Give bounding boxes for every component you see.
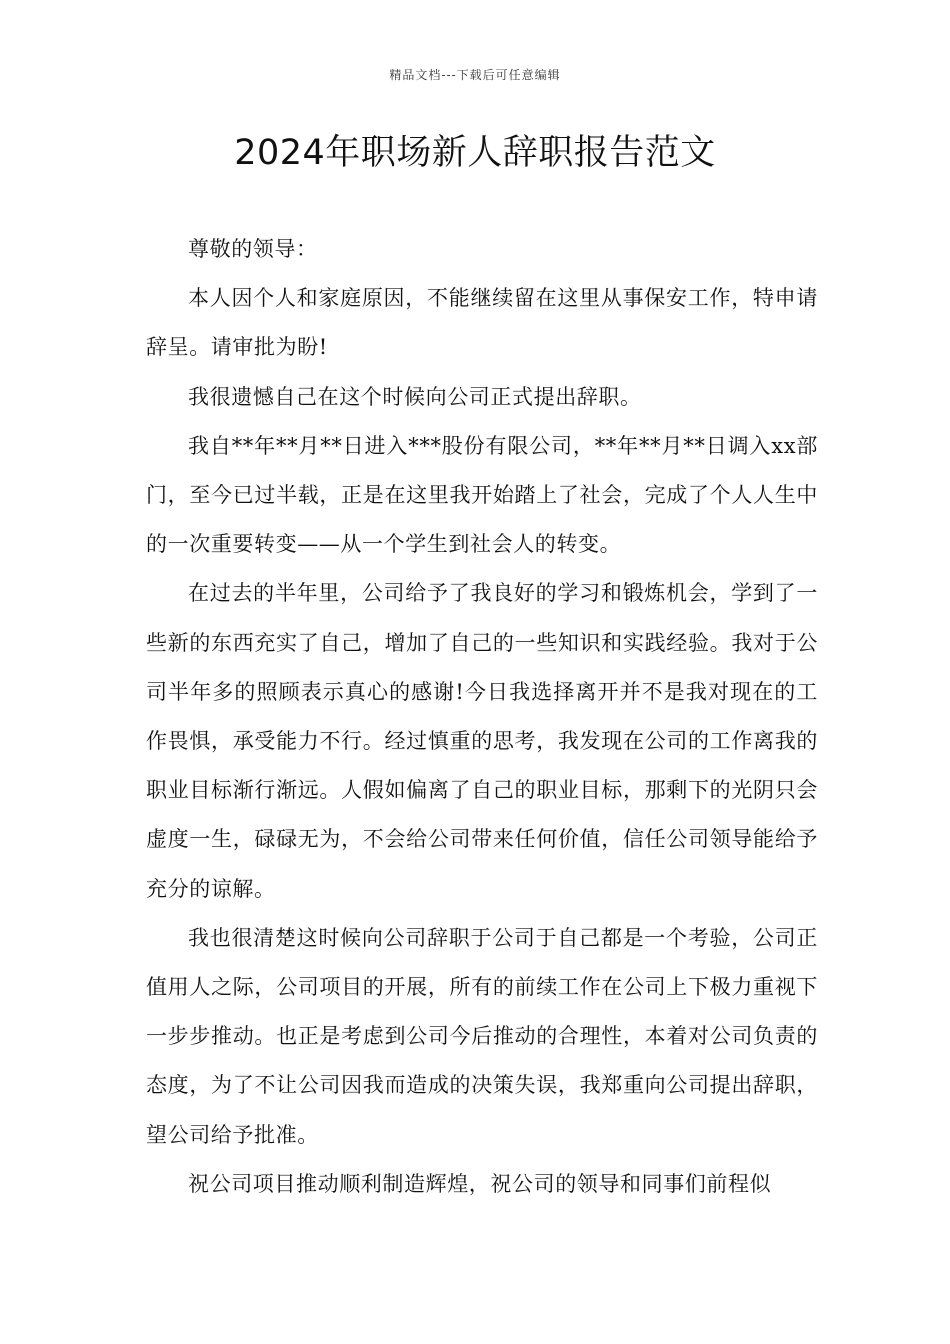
paragraph-4: 在过去的半年里，公司给予了我良好的学习和锻炼机会，学到了一些新的东西充实了自己，增加了自己的一些知识和实践经验。我对于公司半年多的照顾表示真心的感谢!今日我选择离开并不是我对现在的工作畏惧，承受能力不行。经过慎重的思考，我发现在公司的工作离我的职业目标渐行渐远。人假如偏离了自己的职业目标，那剩下的光阴只会虚度一生，碌碌无为，不会给公司带来任何价值，信任公司领导能给予充分的谅解。 [146,581,818,901]
salutation: 尊敬的领导： [188,237,318,261]
header-note: 精品文档---下载后可任意编辑 [389,68,561,82]
paragraph-6: 祝公司项目推动顺利制造辉煌，祝公司的领导和同事们前程似 [188,1171,772,1196]
paragraph-1: 本人因个人和家庭原因，不能继续留在这里从事保安工作，特申请辞呈。请审批为盼! [146,286,818,360]
paragraph-5: 我也很清楚这时候向公司辞职于公司于自己都是一个考验，公司正值用人之际，公司项目的开展，所有的前续工作在公司上下极力重视下一步步推动。也正是考虑到公司今后推动的合理性，本着对公司负责的态度，为了不让公司因我而造成的决策失误，我郑重向公司提出辞职，望公司给予批准。 [146,925,818,1147]
paragraph-3: 我自**年**月**日进入***股份有限公司，**年**月**日调入xx部门，至今已过半载，正是在这里我开始踏上了社会，完成了个人人生中的一次重要转变——从一个学生到社会人的转变。 [146,433,818,557]
document-title: 2024年职场新人辞职报告范文 [234,133,716,173]
document-body [146,225,818,1209]
paragraph-2: 我很遗憾自己在这个时候向公司正式提出辞职。 [188,384,642,409]
